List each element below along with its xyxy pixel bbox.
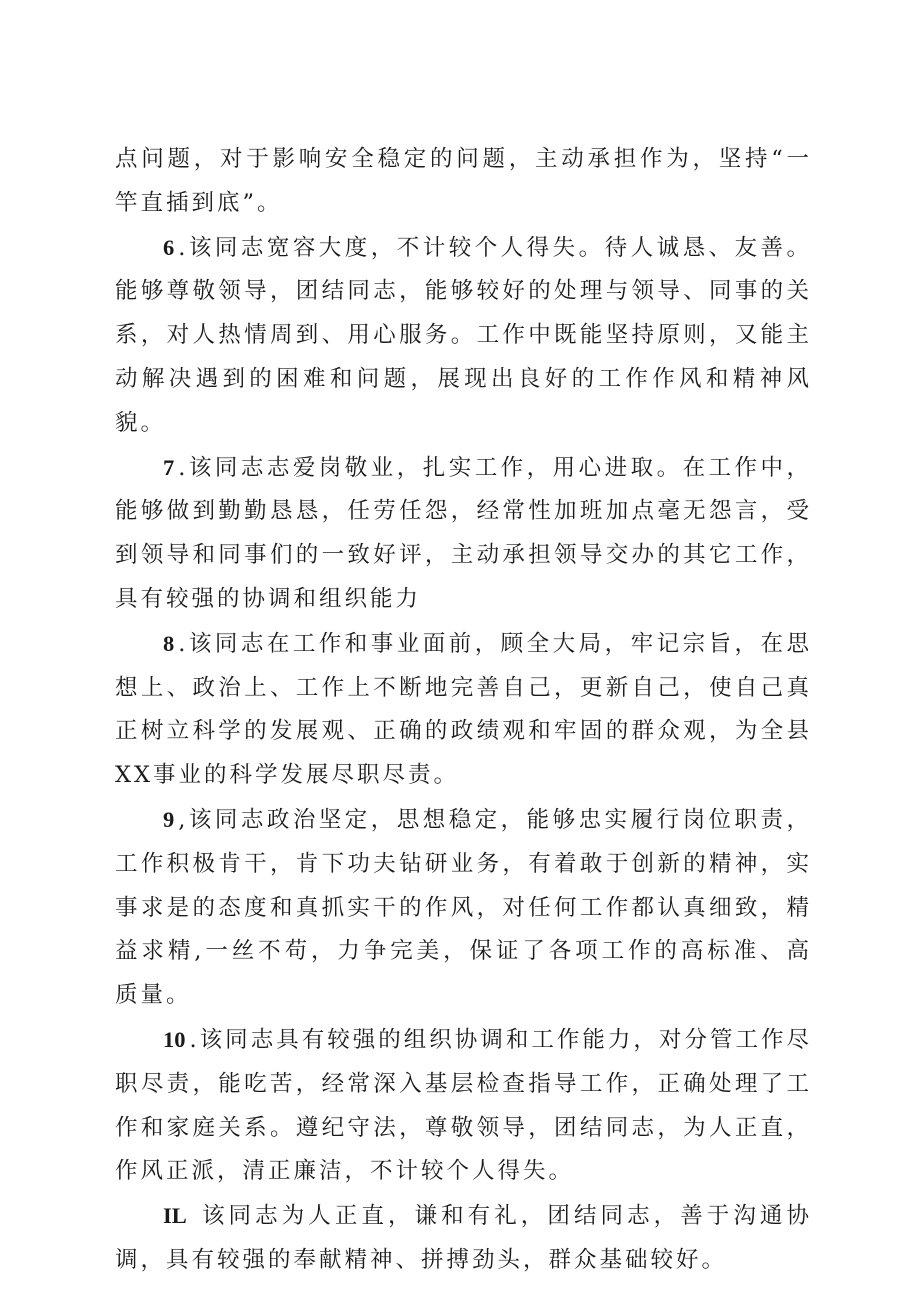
paragraph-text: .该同志在工作和事业面前，顾全大局，牢记宗旨，在思想上、政治上、工作上不断地完善自己，更新自己，使自己真正树立科学的发展观、正确的政绩观和牢固的群众观，为全县XX事业的科学发展尽职尽责。 — [115, 630, 812, 789]
paragraph-6 — [115, 226, 812, 446]
paragraph-number: 6 — [163, 234, 175, 260]
paragraph-9 — [115, 798, 812, 1018]
paragraph-7 — [115, 446, 812, 622]
paragraph-8 — [115, 622, 812, 798]
paragraph-text: .该同志具有较强的组织协调和工作能力，对分管工作尽职尽责，能吃苦，经常深入基层检查指导工作，正确处理了工作和家庭关系。遵纪守法，尊敬领导，团结同志，为人正直，作风正派，清正廉洁，不计较个人得失。 — [115, 1026, 812, 1185]
paragraph-number: 9 — [163, 806, 175, 832]
paragraph-text: .该同志志爱岗敬业，扎实工作，用心进取。在工作中，能够做到勤勤恳恳，任劳任怨，经常性加班加点毫无怨言，受到领导和同事们的一致好评，主动承担领导交办的其它工作，具有较强的协调和组织能力 — [115, 454, 812, 612]
paragraph-text: 该同志为人正直，谦和有礼，团结同志，善于沟通协调，具有较强的奉献精神、拼搏劲头，群众基础较好。 — [115, 1203, 812, 1273]
paragraph-number: 7 — [163, 454, 175, 480]
paragraph-text: 点问题，对于影响安全稳定的问题，主动承担作为，坚持“一竿直插到底”。 — [115, 146, 812, 216]
paragraph-text: ,该同志政治坚定，思想稳定，能够忠实履行岗位职责，工作积极肯干，肯下功夫钻研业务，有着敢于创新的精神，实事求是的态度和真抓实干的作风，对任何工作都认真细致，精益求精,一丝不苟，力争完美，保证了各项工作的高标准、高质量。 — [115, 806, 812, 1009]
paragraph-continuation — [115, 138, 812, 226]
paragraph-number: 8 — [163, 630, 175, 656]
paragraph-number: 10 — [163, 1026, 186, 1052]
paragraph-number: IL — [163, 1203, 187, 1229]
paragraph-11 — [115, 1194, 812, 1283]
document-body — [115, 138, 812, 1283]
paragraph-text: .该同志宽容大度，不计较个人得失。待人诚恳、友善。能够尊敬领导，团结同志，能够较好的处理与领导、同事的关系，对人热情周到、用心服务。工作中既能坚持原则，又能主动解决遇到的困难和问题，展现出良好的工作作风和精神风貌。 — [115, 234, 812, 436]
paragraph-10 — [115, 1018, 812, 1194]
